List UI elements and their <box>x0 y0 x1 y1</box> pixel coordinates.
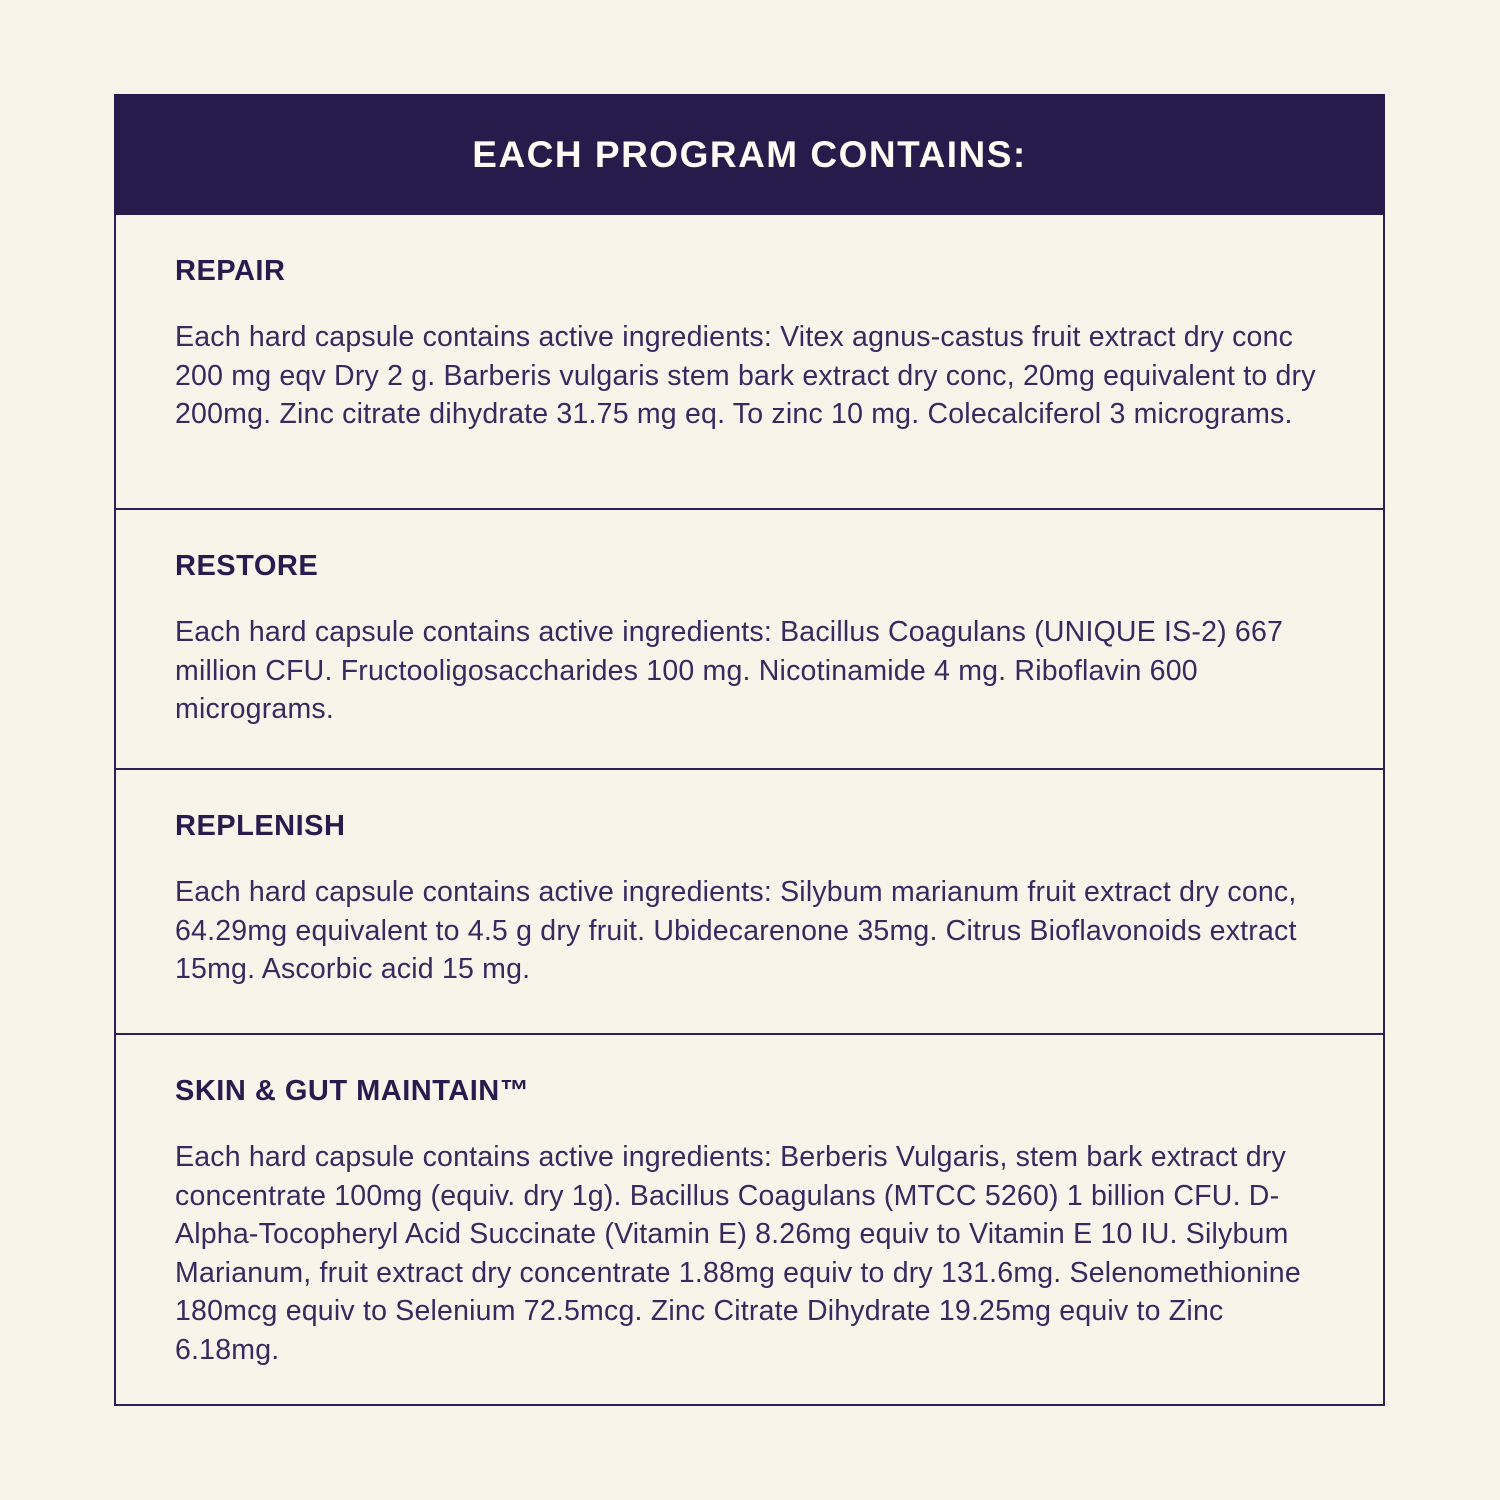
section-repair <box>116 215 1383 508</box>
program-contents-panel <box>114 94 1385 1406</box>
section-skin-gut-maintain <box>116 1033 1383 1404</box>
program-sections <box>114 215 1385 1406</box>
section-replenish <box>116 768 1383 1033</box>
section-restore <box>116 508 1383 768</box>
section-restore-body: Each hard capsule contains active ingredients: Bacillus Coagulans (UNIQUE IS-2) 667 million CFU. Fructooligosaccharides 100 mg. Nicotinamide 4 mg. Riboflavin 600 micrograms. <box>175 616 1284 725</box>
section-repair-body: Each hard capsule contains active ingredients: Vitex agnus-castus fruit extract dry conc 200 mg eqv Dry 2 g. Barberis vulgaris stem bark extract dry conc, 20mg equivalent to dry 200mg. Zinc citrate dihydrate 31.75 mg eq. To zinc 10 mg. Colecalciferol 3 micrograms. <box>175 321 1316 430</box>
panel-header <box>114 94 1385 215</box>
section-restore-heading: RESTORE <box>175 550 319 582</box>
panel-title: EACH PROGRAM CONTAINS: <box>472 133 1027 175</box>
section-repair-heading: REPAIR <box>175 255 286 287</box>
section-skin-gut-maintain-heading: SKIN & GUT MAINTAIN™ <box>175 1075 530 1107</box>
section-replenish-body: Each hard capsule contains active ingredients: Silybum marianum fruit extract dry conc, 64.29mg equivalent to 4.5 g dry fruit. Ubidecarenone 35mg. Citrus Bioflavonoids extract 15mg. Ascorbic acid 15 mg. <box>175 876 1297 985</box>
section-replenish-heading: REPLENISH <box>175 810 346 842</box>
section-skin-gut-maintain-body: Each hard capsule contains active ingredients: Berberis Vulgaris, stem bark extract dry concentrate 100mg (equiv. dry 1g). Bacillus Coagulans (MTCC 5260) 1 billion CFU. D-Alpha-Tocopheryl Acid Succinate (Vitamin E) 8.26mg equiv to Vitamin E 10 IU. Silybum Marianum, fruit extract dry concentrate 1.88mg equiv to dry 131.6mg. Selenomethionine 180mcg equiv to Selenium 72.5mcg. Zinc Citrate Dihydrate 19.25mg equiv to Zinc 6.18mg. <box>175 1141 1301 1366</box>
